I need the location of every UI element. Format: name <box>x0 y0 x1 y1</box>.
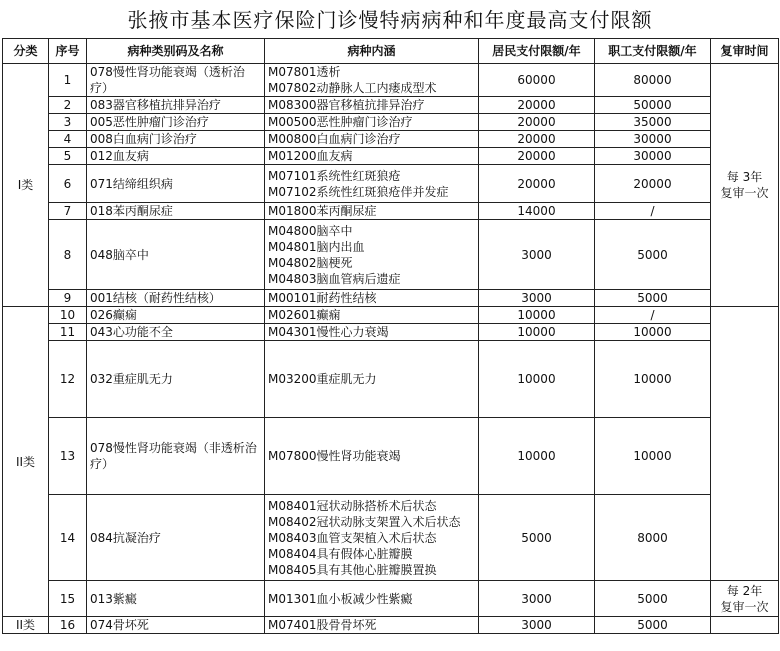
employee-limit: 5000 <box>595 617 711 634</box>
table-row <box>3 165 779 203</box>
table-row <box>3 148 779 165</box>
employee-limit: / <box>595 203 711 220</box>
table-row <box>3 341 779 418</box>
disease-content: M04301慢性心力衰竭 <box>265 324 479 341</box>
resident-limit: 10000 <box>479 307 595 324</box>
disease-content: M07801透析 M07802动静脉人工内瘘成型术 <box>265 64 479 97</box>
disease-content: M07101系统性红斑狼疮 M07102系统性红斑狼疮伴并发症 <box>265 165 479 203</box>
review-time: 每 2年 复审一次 <box>711 581 779 617</box>
disease-name: 071结缔组织病 <box>87 165 265 203</box>
disease-name: 018苯丙酮尿症 <box>87 203 265 220</box>
table-row <box>3 324 779 341</box>
resident-limit: 20000 <box>479 114 595 131</box>
disease-content: M00800白血病门诊治疗 <box>265 131 479 148</box>
employee-limit: 35000 <box>595 114 711 131</box>
row-number: 5 <box>49 148 87 165</box>
payment-limit-table <box>2 38 779 634</box>
review-time-empty <box>711 617 779 634</box>
disease-content: M01200血友病 <box>265 148 479 165</box>
disease-name: 026癫痫 <box>87 307 265 324</box>
resident-limit: 3000 <box>479 617 595 634</box>
disease-name: 001结核（耐药性结核） <box>87 290 265 307</box>
header-number: 序号 <box>49 39 87 64</box>
row-number: 9 <box>49 290 87 307</box>
disease-name: 048脑卒中 <box>87 220 265 290</box>
row-number: 6 <box>49 165 87 203</box>
disease-content: M00500恶性肿瘤门诊治疗 <box>265 114 479 131</box>
disease-content: M01301血小板减少性紫癜 <box>265 581 479 617</box>
row-number: 13 <box>49 418 87 495</box>
header-employee-limit: 职工支付限额/年 <box>595 39 711 64</box>
disease-name: 084抗凝治疗 <box>87 495 265 581</box>
row-number: 1 <box>49 64 87 97</box>
table-row <box>3 290 779 307</box>
header-category: 分类 <box>3 39 49 64</box>
disease-content: M02601癫痫 <box>265 307 479 324</box>
disease-name: 083器官移植抗排异治疗 <box>87 97 265 114</box>
employee-limit: 5000 <box>595 581 711 617</box>
resident-limit: 60000 <box>479 64 595 97</box>
employee-limit: 5000 <box>595 220 711 290</box>
employee-limit: 8000 <box>595 495 711 581</box>
row-number: 2 <box>49 97 87 114</box>
table-row <box>3 97 779 114</box>
disease-content: M07800慢性肾功能衰竭 <box>265 418 479 495</box>
employee-limit: 10000 <box>595 341 711 418</box>
review-time: 每 3年 复审一次 <box>711 64 779 307</box>
table-row <box>3 114 779 131</box>
table-row <box>3 581 779 617</box>
disease-name: 043心功能不全 <box>87 324 265 341</box>
disease-content: M03200重症肌无力 <box>265 341 479 418</box>
table-header-row <box>3 39 779 64</box>
table-row <box>3 203 779 220</box>
resident-limit: 20000 <box>479 131 595 148</box>
disease-name: 078慢性肾功能衰竭（非透析治疗） <box>87 418 265 495</box>
header-disease-name: 病种类别码及名称 <box>87 39 265 64</box>
disease-name: 013紫癜 <box>87 581 265 617</box>
row-number: 16 <box>49 617 87 634</box>
category-cell: II类 <box>3 617 49 634</box>
table-row <box>3 307 779 324</box>
employee-limit: 30000 <box>595 131 711 148</box>
employee-limit: 10000 <box>595 418 711 495</box>
disease-name: 008白血病门诊治疗 <box>87 131 265 148</box>
row-number: 15 <box>49 581 87 617</box>
row-number: 14 <box>49 495 87 581</box>
table-row <box>3 64 779 97</box>
resident-limit: 3000 <box>479 290 595 307</box>
disease-name: 074骨坏死 <box>87 617 265 634</box>
disease-name: 078慢性肾功能衰竭（透析治疗） <box>87 64 265 97</box>
table-row <box>3 220 779 290</box>
category-cell: II类 <box>3 307 49 617</box>
row-number: 8 <box>49 220 87 290</box>
disease-content: M08401冠状动脉搭桥术后状态 M08402冠状动脉支架置入术后状态 M08403血管支架植入术后状态 M08404具有假体心脏瓣膜 M08405具有其他心脏瓣膜置换 <box>265 495 479 581</box>
category-cell: I类 <box>3 64 49 307</box>
resident-limit: 20000 <box>479 97 595 114</box>
resident-limit: 10000 <box>479 324 595 341</box>
table-row <box>3 131 779 148</box>
row-number: 7 <box>49 203 87 220</box>
table-row <box>3 617 779 634</box>
row-number: 4 <box>49 131 87 148</box>
resident-limit: 20000 <box>479 148 595 165</box>
disease-content: M01800苯丙酮尿症 <box>265 203 479 220</box>
employee-limit: 10000 <box>595 324 711 341</box>
header-resident-limit: 居民支付限额/年 <box>479 39 595 64</box>
employee-limit: 50000 <box>595 97 711 114</box>
employee-limit: 30000 <box>595 148 711 165</box>
disease-name: 032重症肌无力 <box>87 341 265 418</box>
disease-content: M08300器官移植抗排异治疗 <box>265 97 479 114</box>
review-time-empty <box>711 307 779 581</box>
row-number: 3 <box>49 114 87 131</box>
disease-content: M04800脑卒中 M04801脑内出血 M04802脑梗死 M04803脑血管病后遗症 <box>265 220 479 290</box>
employee-limit: / <box>595 307 711 324</box>
employee-limit: 80000 <box>595 64 711 97</box>
disease-name: 012血友病 <box>87 148 265 165</box>
row-number: 12 <box>49 341 87 418</box>
page-title: 张掖市基本医疗保险门诊慢特病病种和年度最高支付限额 <box>127 8 653 32</box>
resident-limit: 3000 <box>479 220 595 290</box>
resident-limit: 5000 <box>479 495 595 581</box>
resident-limit: 10000 <box>479 418 595 495</box>
employee-limit: 20000 <box>595 165 711 203</box>
header-review-time: 复审时间 <box>711 39 779 64</box>
row-number: 10 <box>49 307 87 324</box>
table-row <box>3 495 779 581</box>
table-row <box>3 418 779 495</box>
employee-limit: 5000 <box>595 290 711 307</box>
disease-name: 005恶性肿瘤门诊治疗 <box>87 114 265 131</box>
disease-content: M00101耐药性结核 <box>265 290 479 307</box>
resident-limit: 20000 <box>479 165 595 203</box>
row-number: 11 <box>49 324 87 341</box>
header-disease-content: 病种内涵 <box>265 39 479 64</box>
disease-content: M07401股骨骨坏死 <box>265 617 479 634</box>
resident-limit: 3000 <box>479 581 595 617</box>
resident-limit: 10000 <box>479 341 595 418</box>
resident-limit: 14000 <box>479 203 595 220</box>
